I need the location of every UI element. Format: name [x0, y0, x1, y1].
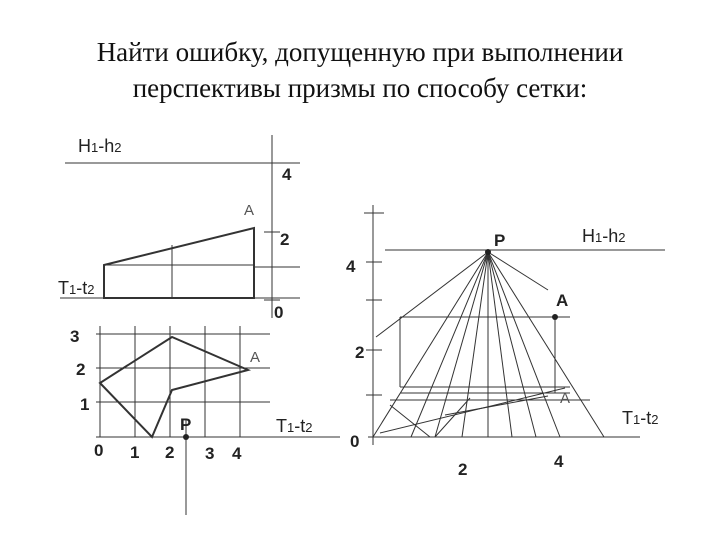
- grid-row-label-3: 3: [70, 327, 80, 346]
- grid-row-label-1: 1: [80, 395, 90, 414]
- label-t1-t2-plan: T1-t2: [276, 416, 313, 436]
- scale-label-0: 0: [274, 303, 284, 322]
- height-label-0: 0: [350, 432, 360, 451]
- label-point-p-plan: P: [180, 415, 192, 434]
- diagonal-line: [376, 252, 488, 337]
- prism-plan-outline: [100, 337, 248, 437]
- diagonal-line: [380, 388, 565, 433]
- base-label-4: 4: [554, 452, 564, 471]
- ray-from-p: [488, 252, 512, 437]
- grid-col-label-4: 4: [232, 444, 242, 463]
- base-label-2: 2: [458, 460, 468, 479]
- ray-from-p: [373, 252, 488, 437]
- height-label-4: 4: [346, 257, 356, 276]
- diagonal-line: [445, 396, 548, 415]
- scale-label-4: 4: [282, 165, 292, 184]
- height-label-2: 2: [355, 343, 365, 362]
- diagonal-line: [390, 405, 430, 437]
- diagonal-line: [488, 252, 548, 290]
- grid-col-label-3: 3: [205, 444, 215, 463]
- label-point-a-base: A: [560, 390, 571, 407]
- title-line-1: Найти ошибку, допущенную при выполнении: [96, 37, 624, 67]
- point-p-plan-marker: [183, 434, 189, 440]
- prism-side-outline: [104, 228, 254, 298]
- grid-row-label-2: 2: [76, 360, 86, 379]
- ray-from-p: [488, 252, 560, 437]
- point-p-perspective-marker: [485, 249, 491, 255]
- grid-col-label-2: 2: [165, 443, 175, 462]
- label-h1-h2-perspective: H1-h2: [582, 226, 626, 246]
- side-view: [60, 135, 300, 318]
- scale-label-2: 2: [280, 230, 290, 249]
- ray-from-p: [488, 252, 536, 437]
- label-point-a-perspective: A: [556, 291, 569, 310]
- grid-col-label-0: 0: [94, 441, 104, 460]
- label-point-a-plan: A: [250, 349, 261, 366]
- label-point-p-perspective: P: [494, 231, 506, 250]
- grid-col-label-1: 1: [130, 443, 140, 462]
- ray-from-p: [488, 252, 604, 437]
- ray-from-p: [435, 252, 488, 437]
- label-t1-t2-side: T1-t2: [58, 278, 95, 298]
- label-h1-h2-side: H1-h2: [78, 136, 122, 156]
- label-t1-t2-perspective: T1-t2: [622, 408, 659, 428]
- point-a-perspective-marker: [552, 314, 558, 320]
- label-point-a-side: A: [244, 202, 255, 219]
- title-line-2: перспективы призмы по способу сетки:: [132, 73, 588, 103]
